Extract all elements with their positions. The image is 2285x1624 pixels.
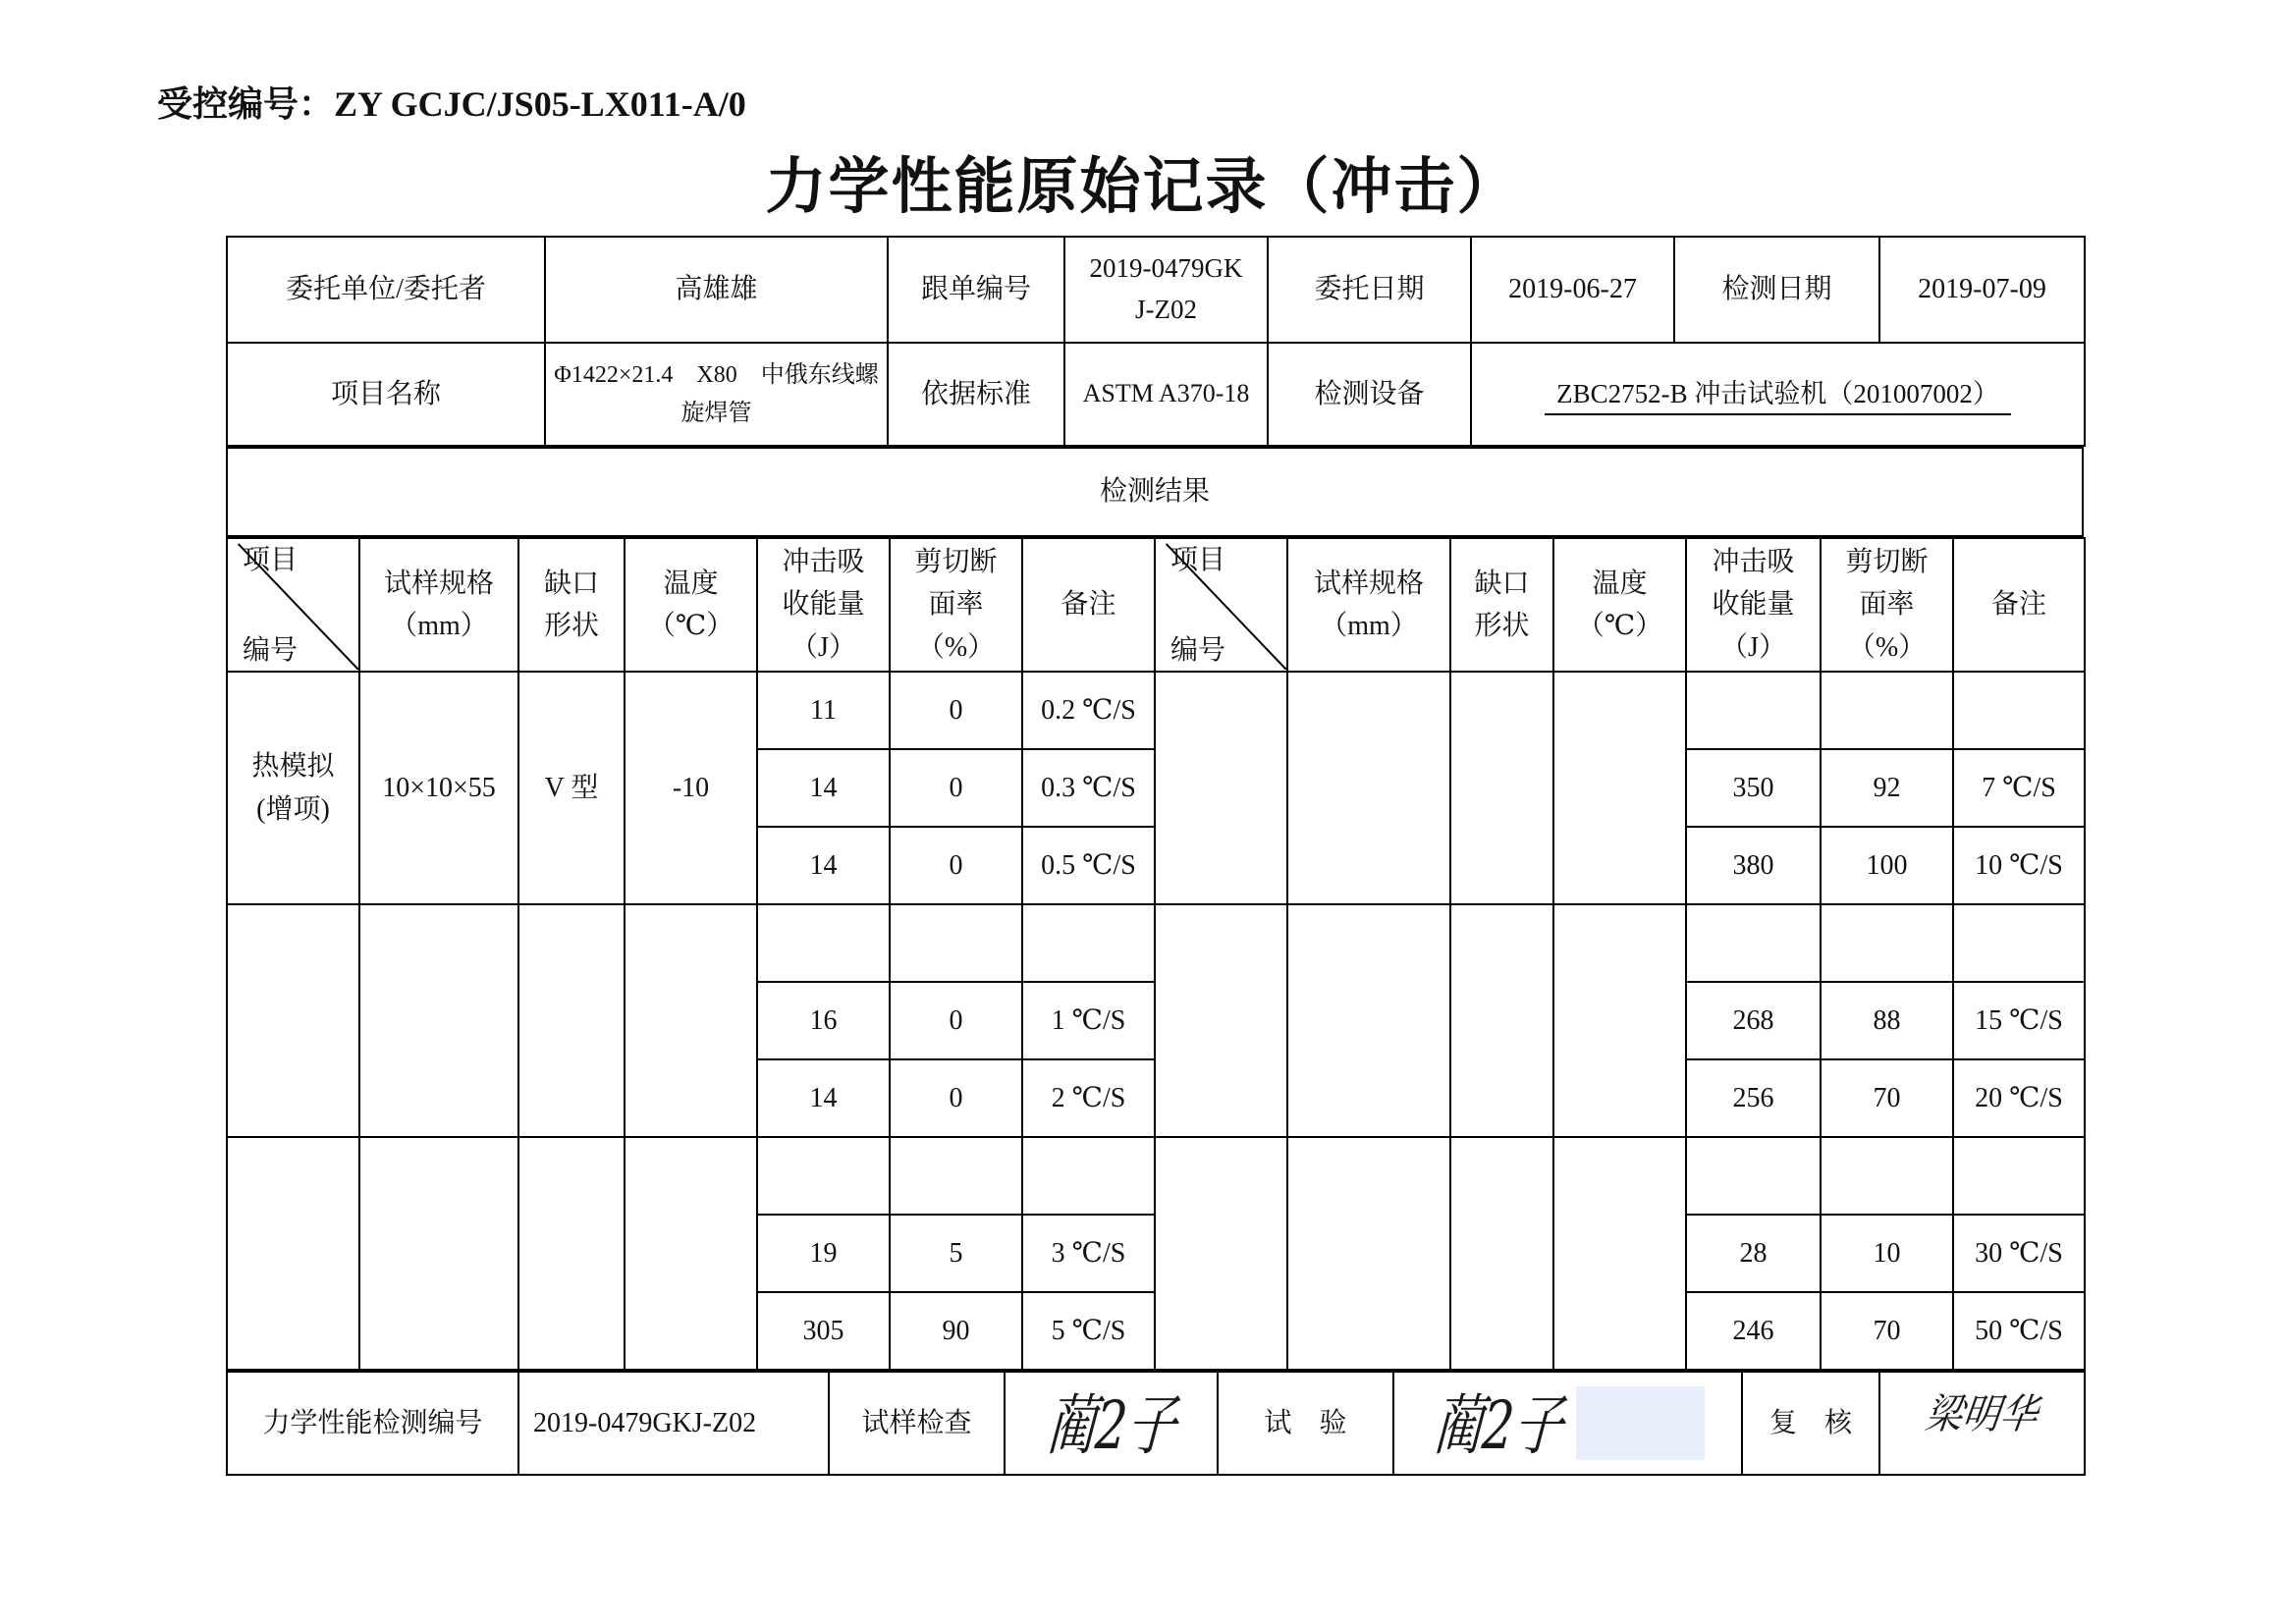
left-energy-cell: 11 — [757, 672, 890, 749]
left-shear-header: 剪切断 面率 （%） — [890, 538, 1022, 672]
right-item-number-header — [1155, 538, 1287, 672]
left-energy-cell — [757, 904, 890, 982]
control-number: 受控编号：ZY GCJC/JS05-LX011-A/0 — [157, 84, 746, 124]
right-item-cell — [1155, 1137, 1287, 1370]
standard-value: ASTM A370-18 — [1064, 343, 1268, 446]
project-name-label: 项目名称 — [227, 343, 545, 446]
right-shear-cell — [1821, 1137, 1953, 1215]
left-temp-header: 温度 （℃） — [625, 538, 757, 672]
right-temp-cell — [1553, 672, 1686, 904]
results-heading: 检测结果 — [227, 448, 2083, 536]
left-remark-cell — [1022, 1137, 1155, 1215]
right-energy-cell — [1686, 672, 1821, 749]
left-remark-cell: 3 ℃/S — [1022, 1215, 1155, 1292]
right-shear-cell: 70 — [1821, 1292, 1953, 1370]
left-energy-header: 冲击吸 收能量 （J） — [757, 538, 890, 672]
right-energy-cell: 350 — [1686, 749, 1821, 827]
left-temp-cell — [625, 1137, 757, 1370]
right-item-cell — [1155, 672, 1287, 904]
right-remark-cell — [1953, 672, 2085, 749]
left-shear-cell: 0 — [890, 827, 1022, 904]
left-shear-cell: 0 — [890, 672, 1022, 749]
right-energy-cell — [1686, 904, 1821, 982]
left-shear-cell: 5 — [890, 1215, 1022, 1292]
redaction-box — [1576, 1386, 1705, 1460]
left-shear-cell: 0 — [890, 982, 1022, 1059]
left-energy-cell: 14 — [757, 827, 890, 904]
left-energy-cell: 16 — [757, 982, 890, 1059]
left-remark-cell: 0.5 ℃/S — [1022, 827, 1155, 904]
left-energy-cell: 19 — [757, 1215, 890, 1292]
right-remark-cell: 50 ℃/S — [1953, 1292, 2085, 1370]
right-notch-cell — [1450, 904, 1553, 1137]
right-energy-cell: 246 — [1686, 1292, 1821, 1370]
sample-check-label: 试样检查 — [829, 1372, 1005, 1475]
right-remark-header: 备注 — [1953, 538, 2085, 672]
review-signature: 梁明华 — [1923, 1389, 2041, 1438]
right-remark-cell — [1953, 904, 2085, 982]
right-remark-cell: 10 ℃/S — [1953, 827, 2085, 904]
left-notch-cell: V 型 — [518, 672, 625, 904]
left-spec-header: 试样规格 （mm） — [359, 538, 518, 672]
left-temp-cell: -10 — [625, 672, 757, 904]
left-remark-cell — [1022, 904, 1155, 982]
right-temp-header: 温度 （℃） — [1553, 538, 1686, 672]
right-temp-cell — [1553, 904, 1686, 1137]
right-shear-header: 剪切断 面率 （%） — [1821, 538, 1953, 672]
left-shear-cell: 0 — [890, 1059, 1022, 1137]
results-header-row — [227, 538, 2085, 672]
impact-test-record-form — [226, 236, 2084, 1476]
sample-check-signature-cell — [1005, 1372, 1218, 1475]
right-spec-header: 试样规格 （mm） — [1287, 538, 1450, 672]
left-remark-cell: 1 ℃/S — [1022, 982, 1155, 1059]
project-name-value: Φ1422×21.4 X80 中俄东线螺 旋焊管 — [545, 343, 888, 446]
entrust-date-value: 2019-06-27 — [1471, 237, 1674, 343]
left-shear-cell: 0 — [890, 749, 1022, 827]
right-energy-cell: 256 — [1686, 1059, 1821, 1137]
left-item-number-header — [227, 538, 359, 672]
right-shear-cell: 92 — [1821, 749, 1953, 827]
number-header-label: 编号 — [243, 635, 299, 667]
right-spec-cell — [1287, 1137, 1450, 1370]
item-header-label: 项目 — [1170, 545, 1226, 575]
signoff-table — [226, 1371, 2086, 1476]
test-label: 试 验 — [1218, 1372, 1393, 1475]
item-header-label: 项目 — [243, 545, 299, 575]
right-energy-cell: 28 — [1686, 1215, 1821, 1292]
left-item-cell — [227, 904, 359, 1137]
left-remark-cell: 0.2 ℃/S — [1022, 672, 1155, 749]
left-energy-cell: 14 — [757, 749, 890, 827]
right-temp-cell — [1553, 1137, 1686, 1370]
right-remark-cell — [1953, 1137, 2085, 1215]
results-table — [226, 537, 2086, 1371]
left-notch-header: 缺口 形状 — [518, 538, 625, 672]
right-shear-cell — [1821, 672, 1953, 749]
sample-check-signature: 蔺2子 — [1043, 1386, 1179, 1465]
left-notch-cell — [518, 904, 625, 1137]
left-spec-cell — [359, 1137, 518, 1370]
right-energy-cell — [1686, 1137, 1821, 1215]
left-remark-cell: 0.3 ℃/S — [1022, 749, 1155, 827]
left-temp-cell — [625, 904, 757, 1137]
equipment-label: 检测设备 — [1268, 343, 1471, 446]
results-heading-table — [226, 447, 2084, 537]
right-remark-cell: 7 ℃/S — [1953, 749, 2085, 827]
info-row — [227, 237, 2085, 343]
review-label: 复 核 — [1742, 1372, 1879, 1475]
standard-label: 依据标准 — [888, 343, 1064, 446]
right-shear-cell: 10 — [1821, 1215, 1953, 1292]
client-value: 高雄雄 — [545, 237, 888, 343]
info-row — [227, 343, 2085, 446]
results-heading-row — [227, 448, 2083, 536]
right-shear-cell: 70 — [1821, 1059, 1953, 1137]
result-row — [227, 1137, 2085, 1215]
right-spec-cell — [1287, 672, 1450, 904]
test-date-value: 2019-07-09 — [1879, 237, 2085, 343]
right-notch-header: 缺口 形状 — [1450, 538, 1553, 672]
test-number-value: 2019-0479GKJ-Z02 — [518, 1372, 829, 1475]
right-remark-cell: 15 ℃/S — [1953, 982, 2085, 1059]
left-shear-cell: 90 — [890, 1292, 1022, 1370]
client-label: 委托单位/委托者 — [227, 237, 545, 343]
left-spec-cell — [359, 904, 518, 1137]
right-shear-cell: 100 — [1821, 827, 1953, 904]
result-row — [227, 672, 2085, 749]
right-shear-cell — [1821, 904, 1953, 982]
right-energy-cell: 380 — [1686, 827, 1821, 904]
right-item-cell — [1155, 904, 1287, 1137]
right-shear-cell: 88 — [1821, 982, 1953, 1059]
right-notch-cell — [1450, 1137, 1553, 1370]
right-notch-cell — [1450, 672, 1553, 904]
test-signature-cell — [1393, 1372, 1742, 1475]
test-date-label: 检测日期 — [1674, 237, 1879, 343]
left-energy-cell — [757, 1137, 890, 1215]
result-row — [227, 904, 2085, 982]
left-energy-cell: 305 — [757, 1292, 890, 1370]
left-item-cell: 热模拟 (增项) — [227, 672, 359, 904]
signoff-row — [227, 1372, 2085, 1475]
info-table — [226, 236, 2086, 447]
tracking-number-label: 跟单编号 — [888, 237, 1064, 343]
equipment-cell — [1471, 343, 2085, 446]
right-remark-cell: 20 ℃/S — [1953, 1059, 2085, 1137]
left-energy-cell: 14 — [757, 1059, 890, 1137]
review-signature-cell — [1879, 1372, 2085, 1475]
left-shear-cell — [890, 1137, 1022, 1215]
right-energy-cell: 268 — [1686, 982, 1821, 1059]
right-remark-cell: 30 ℃/S — [1953, 1215, 2085, 1292]
right-energy-header: 冲击吸 收能量 （J） — [1686, 538, 1821, 672]
left-notch-cell — [518, 1137, 625, 1370]
entrust-date-label: 委托日期 — [1268, 237, 1471, 343]
tracking-number-value: 2019-0479GK J-Z02 — [1064, 237, 1268, 343]
left-remark-cell: 2 ℃/S — [1022, 1059, 1155, 1137]
test-signature: 蔺2子 — [1430, 1386, 1566, 1465]
number-header-label: 编号 — [1170, 635, 1226, 667]
right-spec-cell — [1287, 904, 1450, 1137]
equipment-value: ZBC2752-B 冲击试验机（201007002） — [1545, 377, 2011, 415]
left-remark-cell: 5 ℃/S — [1022, 1292, 1155, 1370]
left-item-cell — [227, 1137, 359, 1370]
left-remark-header: 备注 — [1022, 538, 1155, 672]
left-spec-cell: 10×10×55 — [359, 672, 518, 904]
page-title: 力学性能原始记录（冲击） — [765, 154, 1520, 221]
left-shear-cell — [890, 904, 1022, 982]
test-number-label: 力学性能检测编号 — [227, 1372, 518, 1475]
